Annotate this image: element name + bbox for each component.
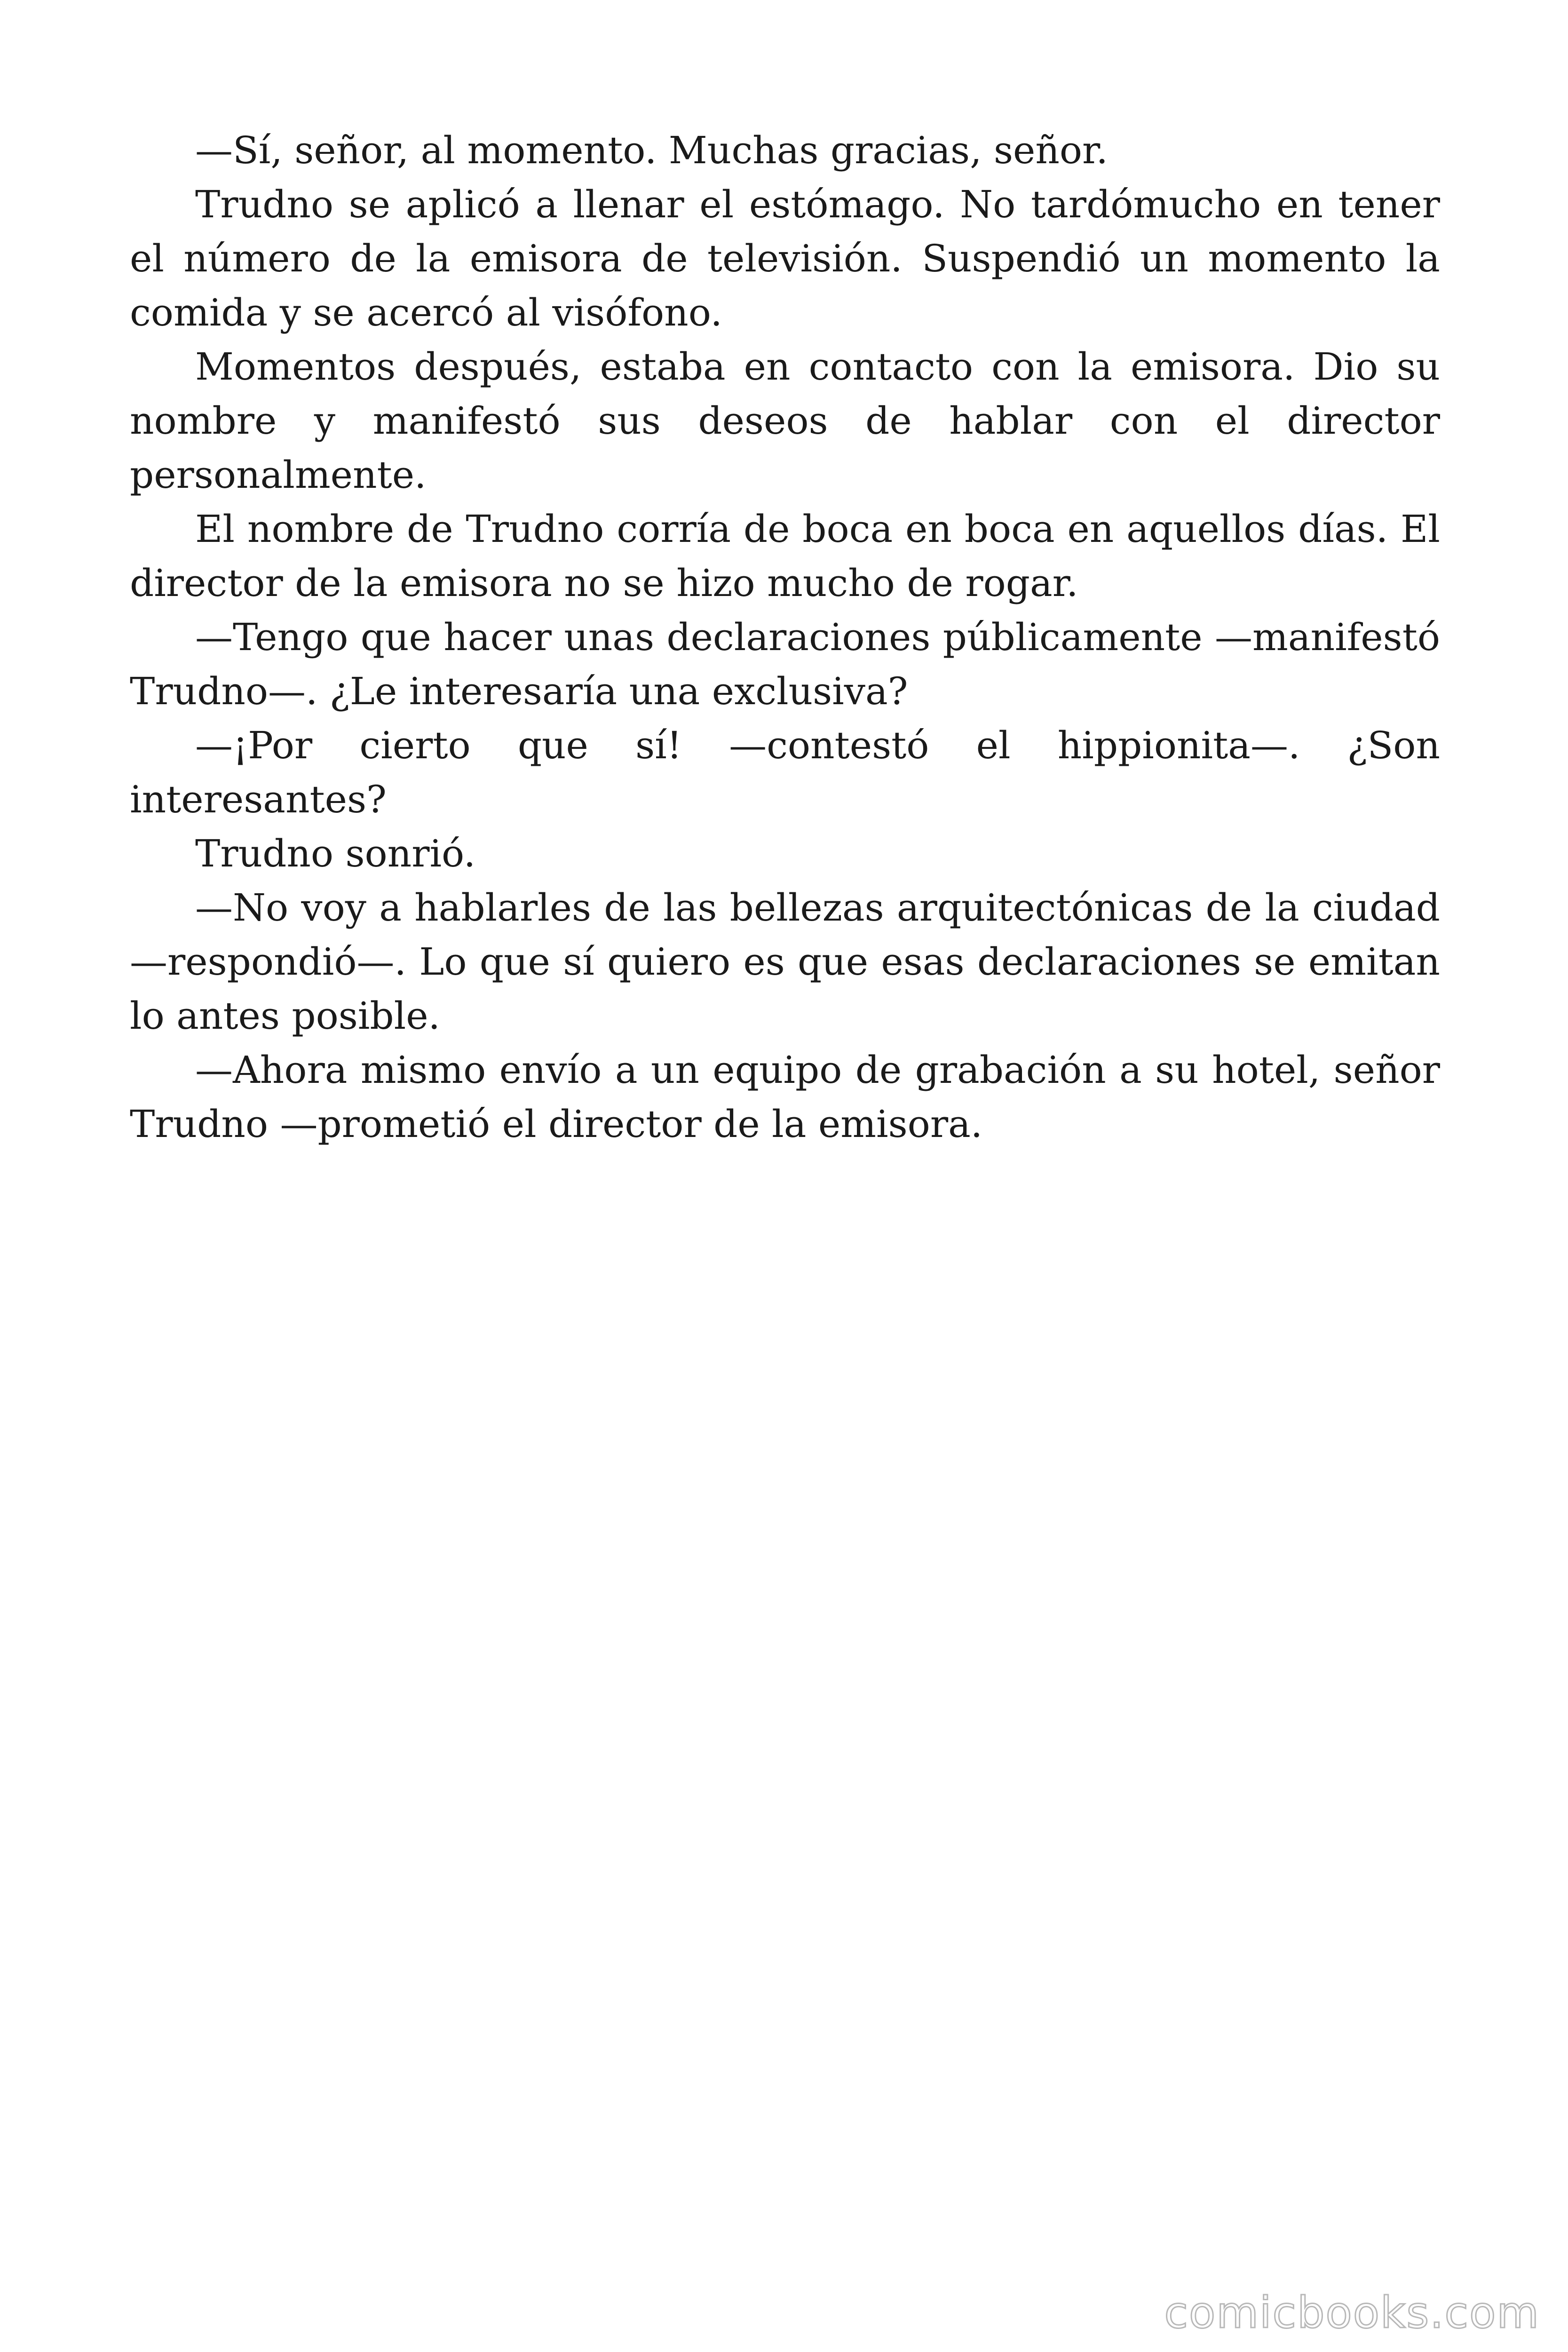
paragraph: Trudno se aplicó a llenar el estómago. No tardómucho en tener el número de la emisora de televisión. Suspendió un momento la comida y se acercó al visófono. <box>130 183 1440 334</box>
page-text <box>130 123 1440 1151</box>
paragraph: Trudno sonrió. <box>195 832 476 875</box>
paragraph: El nombre de Trudno corría de boca en boca en aquellos días. El director de la emisora no se hizo mucho de rogar. <box>130 507 1440 605</box>
paragraph: —Tengo que hacer unas declaraciones públicamente —manifestó Trudno—. ¿Le interesaría una exclusiva? <box>130 615 1440 713</box>
paragraph: —No voy a hablarles de las bellezas arquitectónicas de la ciudad —respondió—. Lo que sí quiero es que esas declaraciones se emitan lo antes posible. <box>130 886 1440 1038</box>
paragraph: Momentos después, estaba en contacto con la emisora. Dio su nombre y manifestó sus deseos de hablar con el director personalmente. <box>130 345 1440 497</box>
paragraph: —¡Por cierto que sí! —contestó el hippionita—. ¿Son interesantes? <box>130 723 1440 821</box>
paragraph: —Sí, señor, al momento. Muchas gracias, señor. <box>195 128 1108 172</box>
watermark: comicbooks.com <box>1164 2288 1540 2338</box>
paragraph: —Ahora mismo envío a un equipo de grabación a su hotel, señor Trudno —prometió el director de la emisora. <box>130 1048 1440 1146</box>
